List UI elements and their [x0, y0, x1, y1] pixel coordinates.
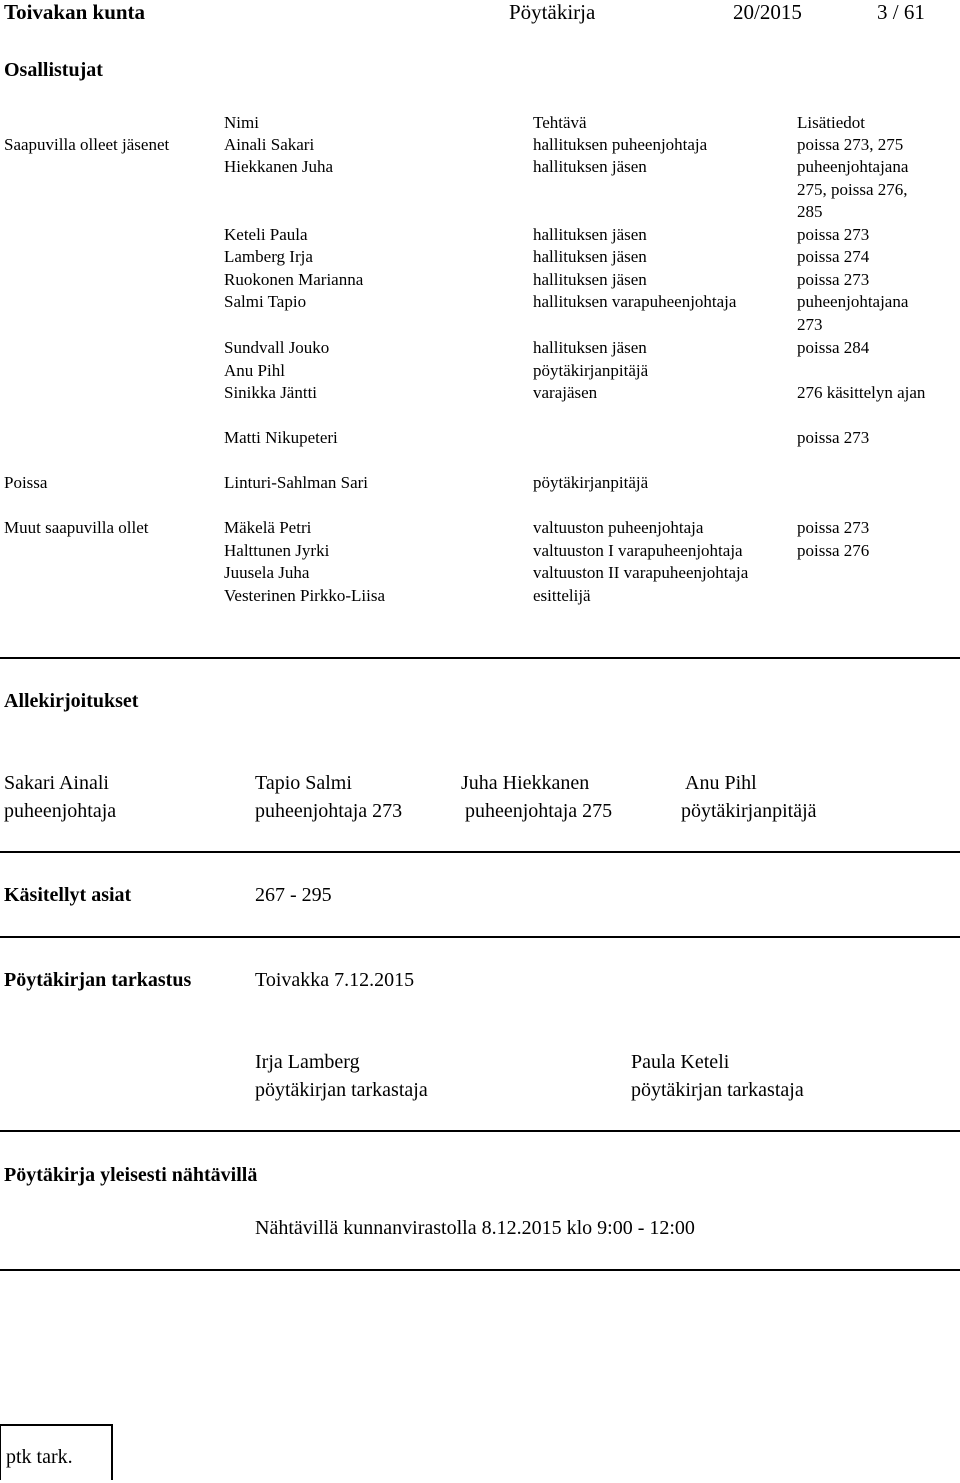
member-name: Hiekkanen Juha	[224, 157, 334, 176]
member-name: Salmi Tapio	[224, 292, 307, 311]
section-divider	[0, 1269, 960, 1271]
signer-name: Anu Pihl	[685, 772, 757, 794]
other-name: Halttunen Jyrki	[224, 541, 330, 560]
signer-name: Juha Hiekkanen	[461, 772, 590, 794]
review-value: Toivakka 7.12.2015	[255, 969, 415, 991]
public-value: Nähtävillä kunnanvirastolla 8.12.2015 klo 9:00 - 12:00	[255, 1217, 695, 1239]
member-notes: poissa 284	[797, 338, 870, 357]
member-name: Anu Pihl	[224, 361, 285, 380]
member-role: hallituksen jäsen	[533, 157, 647, 176]
member-notes: poissa 274	[797, 247, 870, 266]
member-notes: puheenjohtajana	[797, 292, 909, 311]
member-notes: poissa 273	[797, 428, 870, 447]
member-notes: poissa 273	[797, 270, 870, 289]
member-notes: 273	[797, 314, 823, 334]
participants-heading: Osallistujat	[4, 59, 103, 81]
handled-label: Käsitellyt asiat	[4, 884, 132, 906]
document-number: 20/2015	[733, 0, 802, 24]
member-notes: poissa 273, 275	[797, 135, 904, 154]
reviewer-title: pöytäkirjan tarkastaja	[255, 1079, 428, 1101]
member-name: Sundvall Jouko	[224, 338, 330, 357]
member-role: varajäsen	[533, 383, 598, 402]
other-notes: poissa 276	[797, 541, 870, 560]
member-name: Keteli Paula	[224, 225, 308, 244]
handled-value: 267 - 295	[255, 884, 332, 906]
signatures-heading: Allekirjoitukset	[4, 690, 139, 712]
member-role: pöytäkirjanpitäjä	[533, 361, 649, 380]
member-name: Matti Nikupeteri	[224, 428, 338, 447]
reviewer-initials-box	[0, 1424, 113, 1480]
section-divider	[0, 657, 960, 659]
absent-role: pöytäkirjanpitäjä	[533, 473, 649, 492]
member-name: Ruokonen Marianna	[224, 270, 364, 289]
member-role: hallituksen jäsen	[533, 338, 647, 357]
member-notes: poissa 273	[797, 225, 870, 244]
municipality-name: Toivakan kunta	[4, 0, 146, 24]
member-notes: 275, poissa 276,	[797, 179, 908, 199]
column-header-name: Nimi	[224, 113, 259, 132]
column-header-notes: Lisätiedot	[797, 113, 865, 132]
other-role: valtuuston I varapuheenjohtaja	[533, 541, 743, 560]
member-role: hallituksen jäsen	[533, 270, 647, 289]
member-role: hallituksen jäsen	[533, 247, 647, 266]
group-label-absent: Poissa	[4, 473, 48, 492]
review-label: Pöytäkirjan tarkastus	[4, 969, 192, 991]
reviewer-name: Paula Keteli	[631, 1051, 730, 1073]
other-name: Juusela Juha	[224, 563, 310, 582]
document-type: Pöytäkirja	[509, 0, 596, 24]
member-name: Ainali Sakari	[224, 135, 315, 154]
other-name: Mäkelä Petri	[224, 518, 312, 537]
group-label-others: Muut saapuvilla ollet	[4, 518, 149, 537]
member-notes: 285	[797, 202, 823, 221]
section-divider	[0, 936, 960, 938]
member-role: hallituksen varapuheenjohtaja	[533, 292, 737, 311]
section-divider	[0, 1130, 960, 1132]
other-name: Vesterinen Pirkko-Liisa	[224, 586, 385, 605]
signer-title: puheenjohtaja	[4, 800, 117, 822]
other-role: valtuuston puheenjohtaja	[533, 518, 704, 537]
member-notes: 276 käsittelyn ajan	[797, 383, 926, 402]
member-role: hallituksen jäsen	[533, 225, 647, 244]
group-label-present: Saapuvilla olleet jäsenet	[4, 135, 170, 154]
reviewer-title: pöytäkirjan tarkastaja	[631, 1079, 804, 1101]
member-notes: puheenjohtajana	[797, 157, 909, 176]
signer-title: puheenjohtaja 275	[465, 800, 613, 822]
initials-box-label: ptk tark.	[6, 1446, 73, 1468]
other-notes: poissa 273	[797, 518, 870, 537]
member-name: Lamberg Irja	[224, 247, 313, 266]
public-label: Pöytäkirja yleisesti nähtävillä	[4, 1164, 258, 1186]
reviewer-name: Irja Lamberg	[255, 1051, 360, 1073]
signer-title: pöytäkirjanpitäjä	[681, 800, 817, 822]
signer-name: Sakari Ainali	[4, 772, 109, 794]
member-name: Sinikka Jäntti	[224, 383, 318, 402]
column-header-role: Tehtävä	[533, 113, 587, 132]
signer-name: Tapio Salmi	[255, 772, 352, 794]
page-number: 3 / 61	[877, 0, 925, 24]
other-role: esittelijä	[533, 586, 591, 605]
section-divider	[0, 851, 960, 853]
signer-title: puheenjohtaja 273	[255, 800, 403, 822]
other-role: valtuuston II varapuheenjohtaja	[533, 563, 749, 582]
member-role: hallituksen puheenjohtaja	[533, 135, 708, 154]
absent-name: Linturi-Sahlman Sari	[224, 473, 369, 492]
